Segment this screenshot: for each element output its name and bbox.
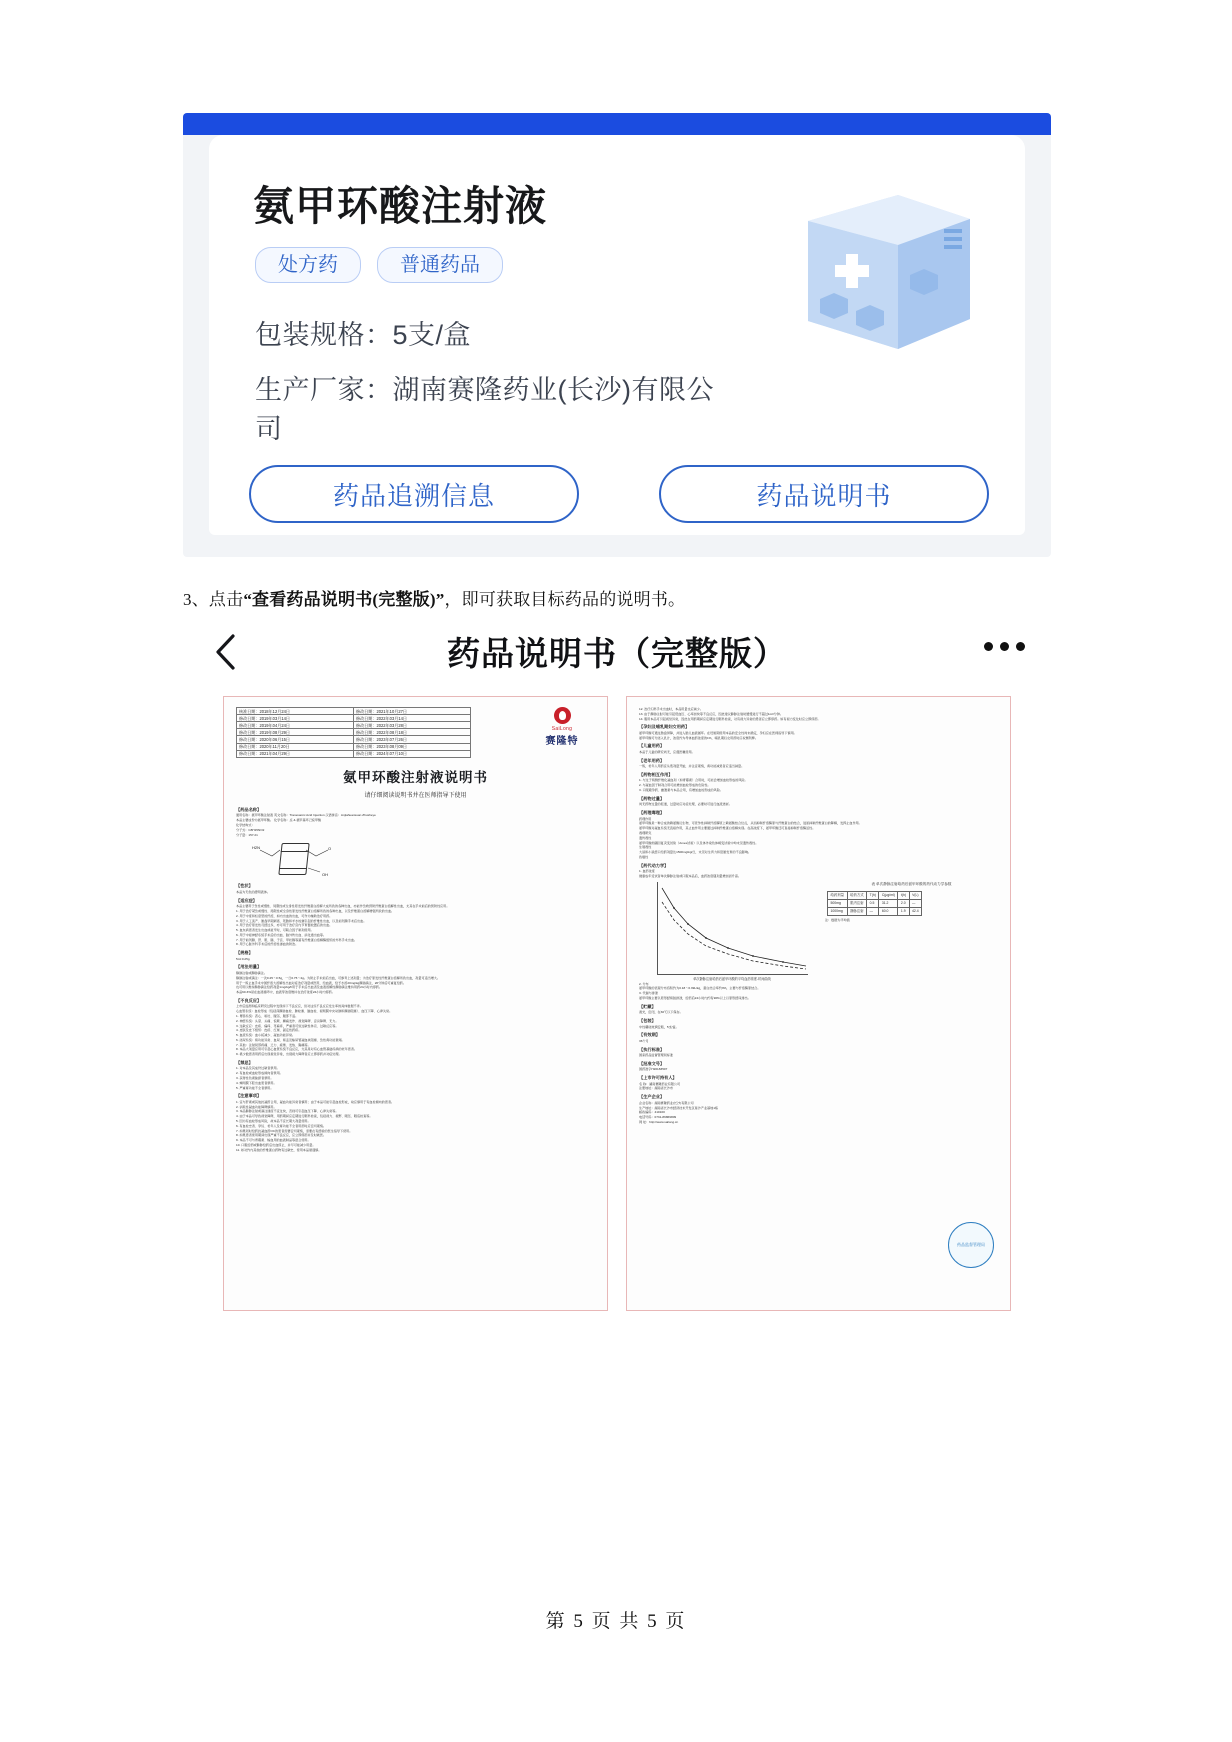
- approval-seal-icon: [948, 1222, 994, 1268]
- section-line: 注册地址：湖南省长沙市: [639, 1086, 674, 1091]
- section-line: 企业名称：湖南赛隆药业(长沙)有限公司: [639, 1100, 694, 1105]
- section-line: 氨甲环酸细菌回复突变试验（Ames试验）以及体外染色体畸变试验中均未见遗传毒性。: [639, 840, 759, 845]
- section-line: 氨甲环酸的表观分布容积约为0.18～0.39L/kg，蛋白结合率约3%，主要与纤溶酶原结合。: [639, 986, 761, 991]
- section-line: 本品于儿童的研究尚无，应遵医嘱使用。: [639, 749, 695, 754]
- card-top-bar: [183, 113, 1051, 135]
- section-line: 6. 泌尿系统：肾功能异常、血尿、肾盂及输尿管凝血块阻塞、急性肾功能衰竭。: [236, 1037, 345, 1042]
- revision-cell: 修改日期：2020年06月15日: [237, 736, 354, 743]
- drug-name: 氨甲环酸注射液: [253, 183, 547, 229]
- pk-th: t(h): [898, 892, 909, 900]
- section-line: 5. 因为有血栓形成风险，故本品不宜长期大剂量使用。: [236, 1119, 311, 1124]
- section-heading: 【药物过量】: [639, 795, 665, 801]
- section-line: 9. 极少数患者用药后出现视觉异常，出现视力障碍者应立即停药并对症处理。: [236, 1052, 342, 1057]
- pk-concentration-chart: [657, 882, 808, 975]
- section-line: 4. 用于治疗原发性月经过多，亦可用于治疗宫内节育器放置后的出血。: [236, 923, 333, 928]
- section-line: 网 址：http://www.sailong.cn: [639, 1119, 679, 1124]
- pk-table-caption: 表 单次静脉注射给药后氨甲环酸的药代动力学参数: [871, 881, 952, 886]
- section-line: 氨甲环酸是一种合成的赖氨酸衍生物，可竞争性抑制纤溶酶原上赖氨酸结合位点，从而抑制纤溶酶原与纤维蛋白的结合，进而抑制纤维蛋白的降解，发挥止血作用。: [639, 821, 862, 826]
- manufacturer-row: [255, 371, 725, 449]
- card-action-buttons: [249, 465, 989, 523]
- section-line: 电话号码：0731-86869809: [639, 1115, 677, 1120]
- pk-table-block: [825, 879, 998, 982]
- section-line: 本品主要用于急性或慢性、局限性或全身性原发性纤维蛋白溶解大成所致的各种出血，亦能作急救预防纤维蛋白溶解性出血，尤其在手术前后的预防性应用。: [236, 904, 450, 909]
- section-line: 12. 治疗妇科手术出血时，本品用量也应减少。: [639, 707, 703, 711]
- section-line: 本品为无色的澄明液体。: [236, 889, 271, 894]
- section-line: 本品主要成份为氨甲环酸。 化学名称：反-4-氨甲基环己烷甲酸: [236, 818, 322, 823]
- section-line: 通用名称：氨甲环酸注射液 英文名称：Tranexamic Acid Injection 汉语拼音：Anjiahuansuan Zhusheye: [236, 813, 376, 818]
- section-line: 2. 消耗性凝血功能障碍慎用。: [236, 1104, 277, 1109]
- section-line: 生殖毒性: [639, 845, 652, 850]
- section-line: 名 称：湖南赛隆药业有限公司: [639, 1081, 681, 1086]
- section-line: 7. 如果同时给药抗凝血药OC的患者需要密切观察，需要在有经验的医生指导下使用。: [236, 1128, 353, 1133]
- section-line: 5. 血液系统：血小板减少、凝血功能异常。: [236, 1033, 296, 1038]
- section-line: 国药准字H20183507: [639, 1067, 668, 1072]
- svg-text:O: O: [328, 846, 332, 852]
- step-bold: “查看药品说明书(完整版)”: [243, 590, 445, 609]
- section-heading: 【不良反应】: [236, 997, 262, 1003]
- pk-th: 给药剂量: [828, 892, 848, 900]
- dot: [984, 642, 993, 651]
- section-line: 3. 获得性色素缺损者禁用。: [236, 1076, 274, 1081]
- section-heading: 【包装】: [639, 1018, 656, 1024]
- step-instruction: [183, 585, 685, 610]
- section-line: 5ml:0.25g: [236, 956, 250, 961]
- viewer-header: [183, 620, 1051, 686]
- section-line: 分子量：157.21: [236, 832, 258, 837]
- section-line: 上市后监测和临床研究过程中发现如下不良反应，但对这些不良反应发生率的具体数据不详。: [236, 1004, 363, 1009]
- section-line: 毒理研究: [639, 830, 652, 835]
- svg-text:H2N: H2N: [252, 845, 261, 851]
- pk-td: —: [909, 900, 922, 908]
- revision-cell: 修改日期：2022年03月14日: [354, 715, 471, 722]
- revision-cell: 修改日期：2019年08月29日: [237, 729, 354, 736]
- dot: [1000, 642, 1009, 651]
- section-heading: 【药理毒理】: [639, 810, 665, 816]
- more-dots-icon[interactable]: [984, 642, 1025, 651]
- section-line: 2. 与凝血因子制剂合用可能增加血栓形成的危险性。: [639, 783, 711, 788]
- section-heading: 【注意事项】: [236, 1093, 262, 1099]
- section-line: 2. 分布: [639, 981, 649, 986]
- pk-th: C(μg/ml): [879, 892, 898, 900]
- section-line: 36个月: [639, 1038, 649, 1043]
- drug-tag-row: [255, 247, 503, 283]
- section-line: 化学结构式：: [236, 823, 255, 828]
- drug-leaflet-button[interactable]: 药品说明书: [659, 465, 989, 523]
- section-line: 8. 用于心脏外科手术后的纤溶性渗血的防治。: [236, 942, 299, 947]
- section-heading: 【贮藏】: [639, 1003, 656, 1009]
- section-line: 6. 用于中枢神经系统手术后的出血、脑外伤出血、消化道出血等。: [236, 932, 327, 937]
- revision-cell: 核准日期：2018年12月24日: [237, 708, 354, 715]
- section-heading: 【用法用量】: [236, 964, 262, 970]
- package-spec-value: 5支/盒: [392, 320, 472, 350]
- section-line: 3. 本品静脉注射或滴注速度不宜过快，否则可引起血压下降、心律失常等。: [236, 1109, 339, 1114]
- viewer-title: 药品说明书（完整版）: [447, 635, 787, 672]
- section-line: 氨甲环酸主要以原形经肾脏排泄，给药后24小时内约有90%以上以原形经尿排出。: [639, 995, 751, 1000]
- section-line: 分子式：C8H15NO2: [236, 827, 265, 832]
- section-line: 1. 胃肠系统：恶心、呕吐、腹泻，腹部不适。: [236, 1013, 299, 1018]
- table-row: [237, 722, 471, 729]
- section-line: 邮政编码：410100: [639, 1110, 665, 1115]
- logo-mark-icon: [554, 707, 571, 724]
- pk-th: 给药方式: [847, 892, 867, 900]
- drug-card: [183, 113, 1051, 557]
- section-line: 4. 由于本品可导致视觉障碍，用药期间应定期进行眼科检查，包括视力、视野、眼压、眼底检查等。: [236, 1114, 373, 1119]
- section-heading: 【规格】: [236, 950, 253, 956]
- pk-td: 2.0: [898, 900, 909, 908]
- section-line: 用于一般止血手术中国纤溶大溶解性出血对症治疗剂量或医用，给血液，给予水溶20mg/kg静脉滴注，20分钟后可重复给药。: [236, 980, 406, 985]
- section-heading: 【上市许可持有人】: [639, 1075, 677, 1081]
- section-line: 国家药品监督管理局标准: [639, 1053, 674, 1058]
- revision-cell: 修改日期：2023年08月09日: [354, 743, 471, 750]
- section-heading: 【儿童用药】: [639, 743, 665, 749]
- section-line: 4. 蛛网膜下腔出血患者禁用。: [236, 1080, 277, 1085]
- pk-chart-block: [639, 879, 817, 982]
- pk-td: 0.5: [867, 900, 879, 908]
- section-heading: 【适应症】: [236, 897, 257, 903]
- revision-cell: 修改日期：2023年07月26日: [354, 736, 471, 743]
- section-heading: 【执行标准】: [639, 1046, 665, 1052]
- table-row: [237, 729, 471, 736]
- table-header-row: [828, 892, 922, 900]
- pk-td: 静脉注射: [847, 907, 867, 915]
- leaflet-sheets: [183, 696, 1051, 1316]
- tag-category: 普通药品: [377, 247, 503, 283]
- revision-cell: 修改日期：2021年10月27日: [354, 708, 471, 715]
- section-heading: 【生产企业】: [639, 1094, 665, 1100]
- section-line: 大鼠和小鼠经口给药剂量达1500mg/kg/日，未见对生育力和胚胎发育的不良影响。: [639, 850, 752, 855]
- package-spec-row: [255, 313, 471, 352]
- section-heading: 【药代动力学】: [639, 862, 669, 868]
- medicine-box-icon: [778, 179, 983, 364]
- pk-td: 1.9: [898, 907, 909, 915]
- section-line: 2. 神经系统：头晕、头痛、惊厥、癫痫发作、视觉障碍、意识障碍、无力。: [236, 1018, 339, 1023]
- table-row: [828, 900, 922, 908]
- pk-chart-caption: 单次静脉注射给药后氨甲环酸的平均血药浓度-时间曲线: [693, 976, 771, 981]
- dot: [1016, 642, 1025, 651]
- section-heading: 【有效期】: [639, 1032, 660, 1038]
- section-line: 8. 本品大剂量应用可引起心血管系统不良反应，尤其是对有心血管基础疾病的老年患者。: [236, 1047, 358, 1052]
- section-line: 2. 有血栓或血栓形成倾向者禁用。: [236, 1071, 283, 1076]
- section-heading: 【药品名称】: [236, 806, 262, 812]
- section-line: 6. 有血栓史者、孕妇、老年人及肾功能不全者用药时应密切观察。: [236, 1123, 327, 1128]
- section-line: 静脉注射或滴注：一次0.25～0.5g，一日0.75～2g。为防止手术前后出血，可参考上述剂量；为治疗原发性纤维蛋白溶解所致出血，剂量可适当增大。: [236, 975, 441, 980]
- section-heading: 【孕妇及哺乳期妇女用药】: [639, 724, 690, 730]
- section-line: 健康成年受试者单次静脉注射或口服本品后，血药浓度随剂量增加而升高。: [639, 873, 742, 878]
- drug-card-body: [209, 135, 1025, 535]
- section-line: 遮光，密闭，在30℃以下保存。: [639, 1010, 683, 1015]
- tag-prescription: 处方药: [255, 247, 361, 283]
- section-line: 10. 口服给药或静脉给药后出血停止，并尽可能减少用量。: [236, 1142, 316, 1147]
- section-line: 1. 血药浓度: [639, 869, 655, 874]
- section-line: 氨甲环酸可分泌入乳汁，浓度约为母体血药浓度的1%，哺乳期妇女用药时应权衡利弊。: [639, 735, 758, 740]
- pk-parameter-table: [827, 891, 922, 916]
- table-row: [237, 708, 471, 715]
- section-line: 1. 宜与肝素或其他抗凝药合用，凝血功能异常者慎用；由于本品可能引起血栓形成，故应慎用于有血栓倾向的患者。: [236, 1099, 395, 1104]
- leaflet-viewer: [183, 620, 1051, 1320]
- section-line: 7. 其他：注射局部疼痛、乏力、疲倦、发热、胸痛等。: [236, 1042, 311, 1047]
- pk-td: 42.4: [909, 907, 922, 915]
- revision-cell: 修改日期：2021年04月29日: [237, 750, 354, 757]
- logo-cn: 赛隆特: [545, 735, 579, 747]
- section-line: 心血管系统：血栓形成（包括深静脉血栓、肺栓塞、脑血栓、视网膜中央动脉和静脉阻塞）、血压下降、心律失常。: [236, 1009, 393, 1014]
- section-heading: 【药物相互作用】: [639, 771, 673, 777]
- section-line: 生产地址：湖南省长沙市经济技术开发区星沙产业基地1栋: [639, 1105, 719, 1110]
- pk-figure-row: [639, 879, 998, 982]
- chemical-structure-icon: [250, 838, 370, 880]
- leaflet-subtitle: 请仔细阅读说明书并在医师指导下使用: [364, 792, 467, 799]
- table-row: [237, 743, 471, 750]
- section-line: 氨甲环酸可通过胎盘屏障，并进入胎儿血液循环。在妊娠期使用本品的安全性尚未确定，孕妇应在医师指导下慎用。: [639, 730, 797, 735]
- manufacturer-value: 湖南赛隆药业(长沙)有限公司: [255, 375, 714, 445]
- section-line: 1. 与过于两侧纤维化凝血剂（如青霉素）合用时，可能会增加血栓形成的风险。: [639, 778, 748, 783]
- section-line: 遗传毒性: [639, 835, 652, 840]
- section-line: 14. 服用本品可引起视觉异常，因此在用药期间应定期进行眼科检查，对有视力异常的患者应立即停药。如有视力变化时应立即停药。: [639, 716, 821, 721]
- section-line: 致癌性: [639, 854, 649, 859]
- revision-cell: 修改日期：2024年07月10日: [354, 750, 471, 757]
- section-line: 中性硼硅玻璃安瓶，5支/盒。: [639, 1024, 679, 1029]
- section-line: 7. 用于前列腺、肝、胆、胰、子宫、甲状腺等富有纤维蛋白溶解酶组织的外科手术出血。: [236, 937, 358, 942]
- leaflet-page-1[interactable]: [223, 696, 608, 1311]
- section-line: 2. 用于中度和轻度型的纤溶，如内出血的出血，可作为辅助治疗用药。: [236, 913, 333, 918]
- section-heading: 【禁忌】: [236, 1059, 253, 1065]
- pk-td: —: [867, 907, 879, 915]
- pk-th: T(h): [867, 892, 879, 900]
- revision-table: [236, 707, 471, 758]
- section-line: 5. 血友病患者发生出血或拔牙时，可联合因子制剂使用。: [236, 928, 314, 933]
- pk-table-note: 注：数据为平均值: [825, 917, 850, 922]
- pk-td: 500mg: [828, 900, 848, 908]
- section-line: 8. 如果患者使用期间出现严重不良反应，应立即停药并及时就医。: [236, 1133, 327, 1138]
- section-line: 尚无药物过量的报道，过量时应对症处理，必要时可进行血液透析。: [639, 802, 732, 807]
- section-line: 4. 皮肤及皮下组织：皮疹、红斑、固定性药疹。: [236, 1028, 302, 1033]
- drug-trace-button[interactable]: 药品追溯信息: [249, 465, 579, 523]
- section-line: 药理作用: [639, 816, 652, 821]
- section-heading: 【老年用药】: [639, 757, 665, 763]
- section-heading: 【批准文号】: [639, 1060, 665, 1066]
- section-line: 9. 本品不可与青霉素、输血用的血液制品等混合使用。: [236, 1138, 311, 1143]
- svg-text:OH: OH: [322, 872, 328, 878]
- step-suffix: ，即可获取目标药品的说明书。: [444, 590, 686, 609]
- pk-td: 31.2: [879, 900, 898, 908]
- section-line: 本品60.3%是在血液循环中，血液穿浓度维持在治疗浓度24小时内停药。: [236, 990, 335, 995]
- pk-th: V(L): [909, 892, 922, 900]
- section-line: 13. 由于静脉注射可能引起低血压、心率加快等不良反应，因此建议静脉注射时缓慢进行不超过1ml/分钟。: [639, 711, 784, 716]
- section-line: 1. 对本品及其成份过敏者禁用。: [236, 1066, 280, 1071]
- section-line: 1. 用于治疗紧急或慢性、局限性或全身性原发性纤维蛋白溶解所致的各种出血，以及纤维蛋白溶解增强所致的出血。: [236, 908, 395, 913]
- section-line: 11. 如对约内其他的纤维蛋白药物有过敏史，使用本品须谨慎。: [236, 1147, 322, 1152]
- section-line: 静脉注射或静脉滴注。: [236, 970, 267, 975]
- revision-cell: 修改日期：2022年03月28日: [354, 722, 471, 729]
- manufacturer-logo: [531, 707, 593, 749]
- section-line: 5. 严重肾功能不全者禁用。: [236, 1085, 274, 1090]
- leaflet-page-2[interactable]: [626, 696, 1011, 1311]
- table-row: [828, 907, 922, 915]
- section-line: 3. 代谢与排泄: [639, 991, 658, 996]
- revision-cell: 修改日期：2022年08月18日: [354, 729, 471, 736]
- page-footer: 第 5 页 共 5 页: [545, 1611, 687, 1632]
- section-line: 氨甲环酸对凝血系统无直接作用，其止血作用主要通过抑制纤维蛋白溶解实现。在高浓度下，氨甲环酸还可直接抑制纤溶酶活性。: [639, 826, 816, 831]
- section-line: 一般，老年人用药宜从低剂量开始，并注意观察，肾功能减退者应适当减量。: [639, 764, 745, 769]
- table-row: [237, 750, 471, 757]
- pk-td: 肌内注射: [847, 900, 867, 908]
- section-heading: 【性状】: [236, 883, 253, 889]
- revision-cell: 修改日期：2020年11月20日: [237, 743, 354, 750]
- revision-cell: 修改日期：2019年03月14日: [237, 715, 354, 722]
- section-line: 3. 过敏反应：皮疹、瘙痒、荨麻疹，严重者可致过敏性休克、过敏反应等。: [236, 1023, 339, 1028]
- section-line: 3. 用于人工流产、胎盘早期剥离、死胎和羊水栓塞引起的纤维性出血，以及前列腺手术后出血。: [236, 918, 367, 923]
- section-line: 3. 口服避孕药、雌激素与本品合用，有增加血栓形成的风险。: [639, 788, 723, 793]
- table-row: [237, 736, 471, 743]
- section-line: 也可用以维持静脉滴注给药剂量1mg/kg/h用于手术后出血者及血液溶解性静脉滴注维持用药24小时内停药。: [236, 985, 383, 990]
- leaflet-title: 氨甲环酸注射液说明书: [343, 769, 488, 785]
- seal-text: 药品监督管理局: [957, 1241, 985, 1247]
- step-prefix: 3、点击: [183, 590, 244, 609]
- pk-td: 60.0: [879, 907, 898, 915]
- revision-cell: 修改日期：2019年04月24日: [237, 722, 354, 729]
- pk-td: 1000mg: [828, 907, 848, 915]
- package-spec-label: 包装规格：: [255, 320, 393, 350]
- manufacturer-label: 生产厂家：: [255, 375, 393, 405]
- table-row: [237, 715, 471, 722]
- logo-en: SaiLong: [551, 726, 573, 732]
